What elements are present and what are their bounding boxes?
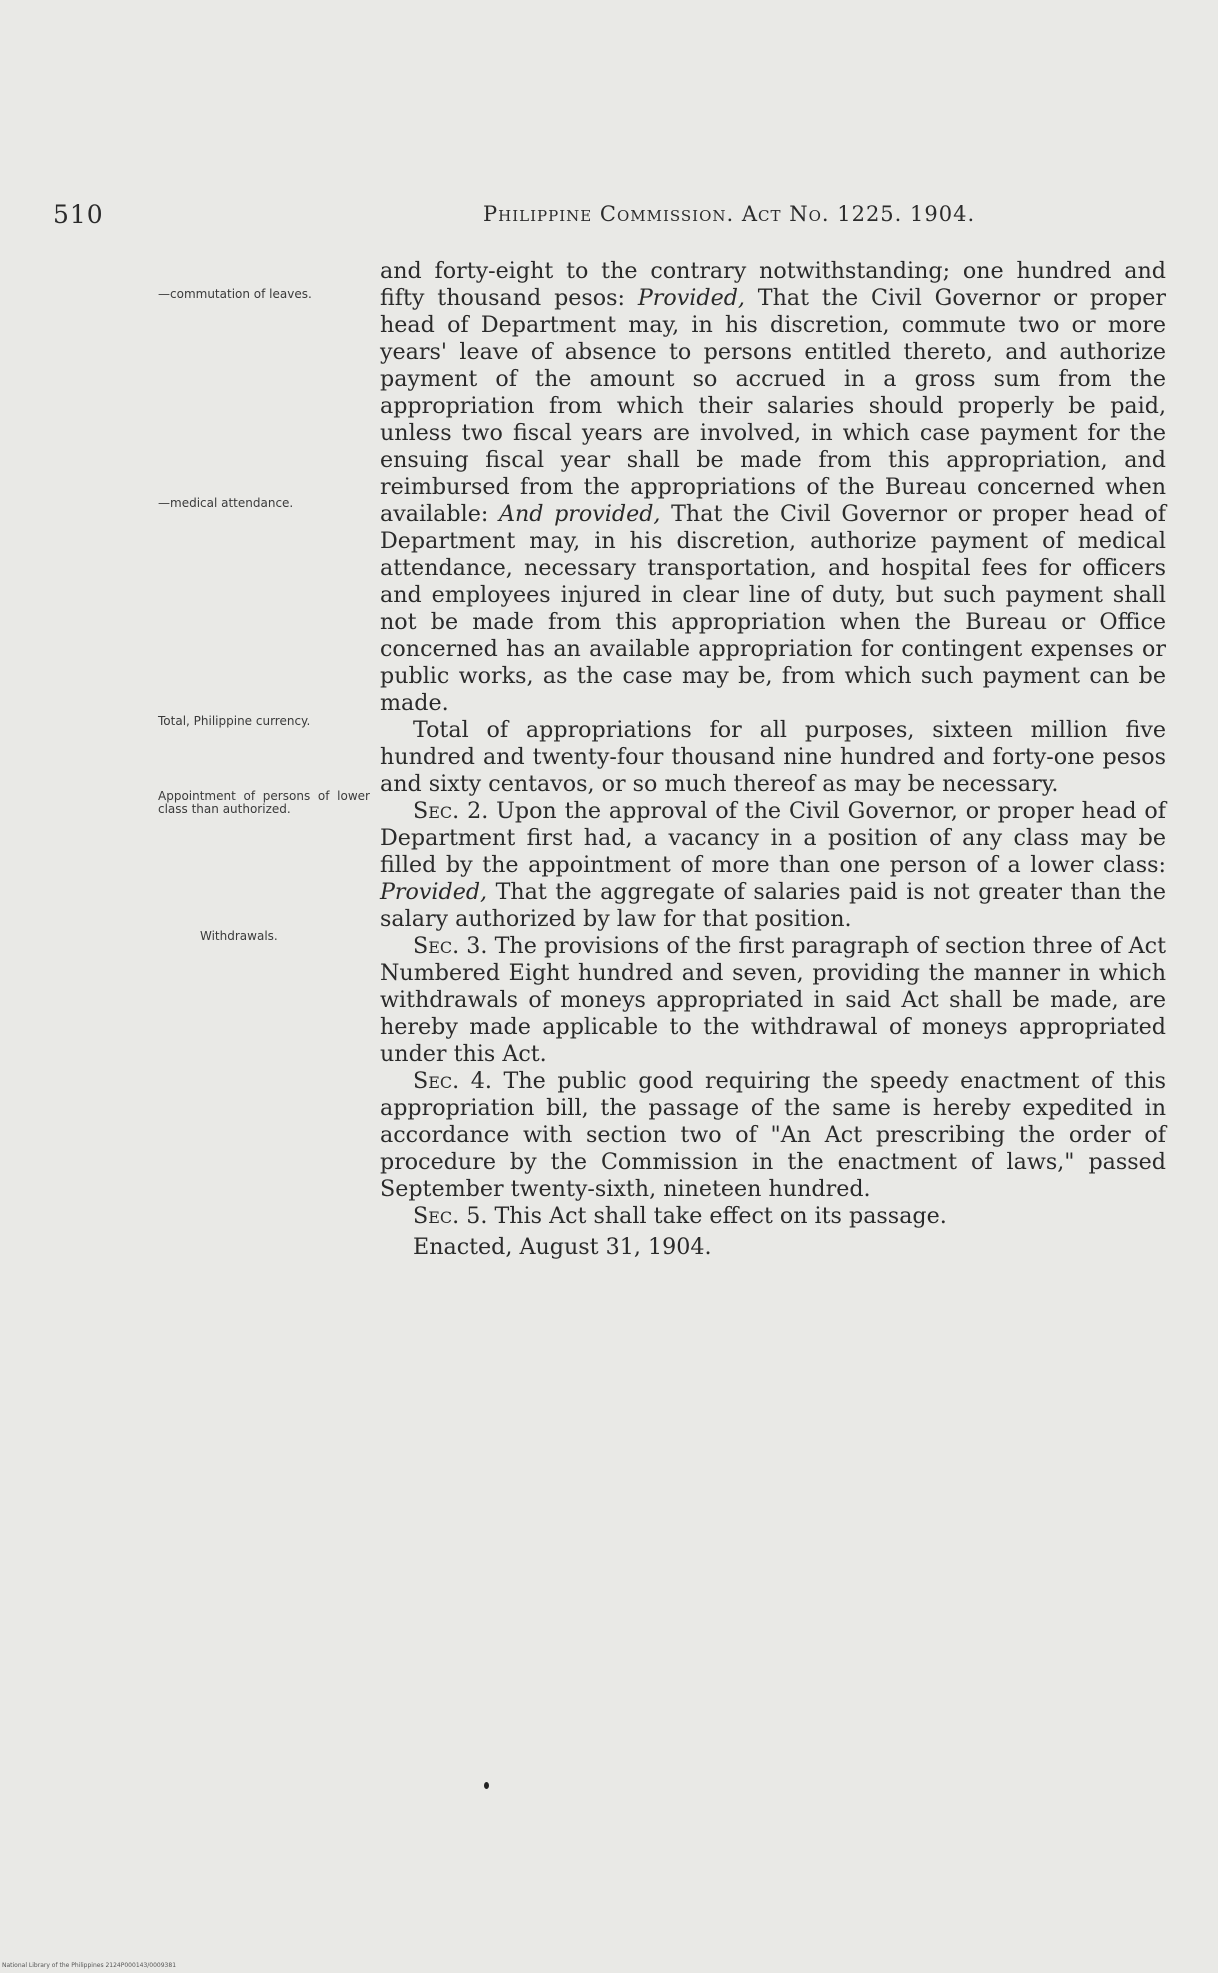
section-2-paragraph bbox=[380, 798, 1166, 933]
text-run: The public good requiring the speedy enactment of this appropriation bill, the passage of the same is hereby expedited in accordance with section two of "An Act prescribing the order of procedure by the Commission in the enactment of laws," passed September twenty-sixth, nineteen hundred. bbox=[380, 1068, 1166, 1202]
section-3-paragraph bbox=[380, 933, 1166, 1068]
section-label: Sec. 3. bbox=[413, 933, 488, 959]
text-run: Upon the approval of the Civil Governor, or proper head of Department first had, a vacancy in a position of any class may be filled by the appointment of more than one person of a lower class: bbox=[380, 798, 1167, 878]
text-run: This Act shall take effect on its passage. bbox=[487, 1203, 947, 1229]
text-run: That the Civil Governor or proper head of Department may, in his discretion, commute two or more years' leave of absence to persons entitled thereto, and authorize payment of the amount so accrued in a gross sum from the appropriation from which their salaries should properly be paid, unless two fiscal years are involved, in which case payment for the ensuing fiscal year shall be made from this appropriation, and reimbursed from the appropriations of the Bureau concerned when available: bbox=[380, 285, 1166, 527]
proviso-italic: Provided, bbox=[380, 879, 488, 905]
section-label: Sec. 2. bbox=[413, 798, 489, 824]
margin-note-withdrawals: Withdrawals. bbox=[200, 929, 278, 943]
section-label: Sec. 4. bbox=[413, 1068, 492, 1094]
text-run: That the aggregate of salaries paid is not greater than the salary authorized by law for that position. bbox=[380, 879, 1166, 932]
proviso-italic: Provided, bbox=[637, 285, 745, 311]
proviso-italic: And provided, bbox=[498, 501, 661, 527]
margin-note-appointment: Appointment of persons of lower class than authorized. bbox=[158, 789, 370, 816]
ink-dot bbox=[484, 1782, 489, 1789]
text-run: That the Civil Governor or proper head of Department may, in his discretion, authorize payment of medical attendance, necessary transportation, and hospital fees for officers and employees injured in clear line of duty, but such payment shall not be made from this appropriation when the Bureau or Office concerned has an available appropriation for contingent expenses or public works, as the case may be, from which such payment can be made. bbox=[380, 501, 1167, 716]
act-body-text bbox=[380, 258, 1166, 1261]
text-run: and forty-eight to the contrary notwithstanding; one hundred and fifty thousand pesos: bbox=[380, 258, 1166, 311]
page-number: 510 bbox=[53, 200, 104, 229]
text-run: The provisions of the first paragraph of section three of Act Numbered Eight hundred and seven, providing the manner in which withdrawals of moneys appropriated in said Act shall be made, are hereby made applicable to the withdrawal of moneys appropriated under this Act. bbox=[380, 933, 1166, 1067]
section-label: Sec. 5. bbox=[413, 1203, 488, 1229]
continuation-paragraph bbox=[380, 258, 1166, 717]
margin-note-medical: —medical attendance. bbox=[158, 496, 294, 510]
running-title: Philippine Commission. Act No. 1225. 1904. bbox=[483, 202, 976, 226]
total-paragraph: Total of appropriations for all purposes, sixteen million five hundred and twenty-four thousand nine hundred and forty-one pesos and sixty centavos, or so much thereof as may be necessary. bbox=[380, 717, 1166, 797]
section-5-paragraph bbox=[380, 1203, 1166, 1230]
enacted-date: Enacted, August 31, 1904. bbox=[413, 1234, 712, 1260]
margin-note-total: Total, Philippine currency. bbox=[158, 714, 311, 728]
margin-note-commutation: —commutation of leaves. bbox=[158, 287, 312, 301]
scan-credit: National Library of the Philippines 2124P000143/0009381 bbox=[2, 1962, 177, 1969]
section-4-paragraph bbox=[380, 1068, 1166, 1203]
page-header bbox=[0, 200, 1218, 230]
